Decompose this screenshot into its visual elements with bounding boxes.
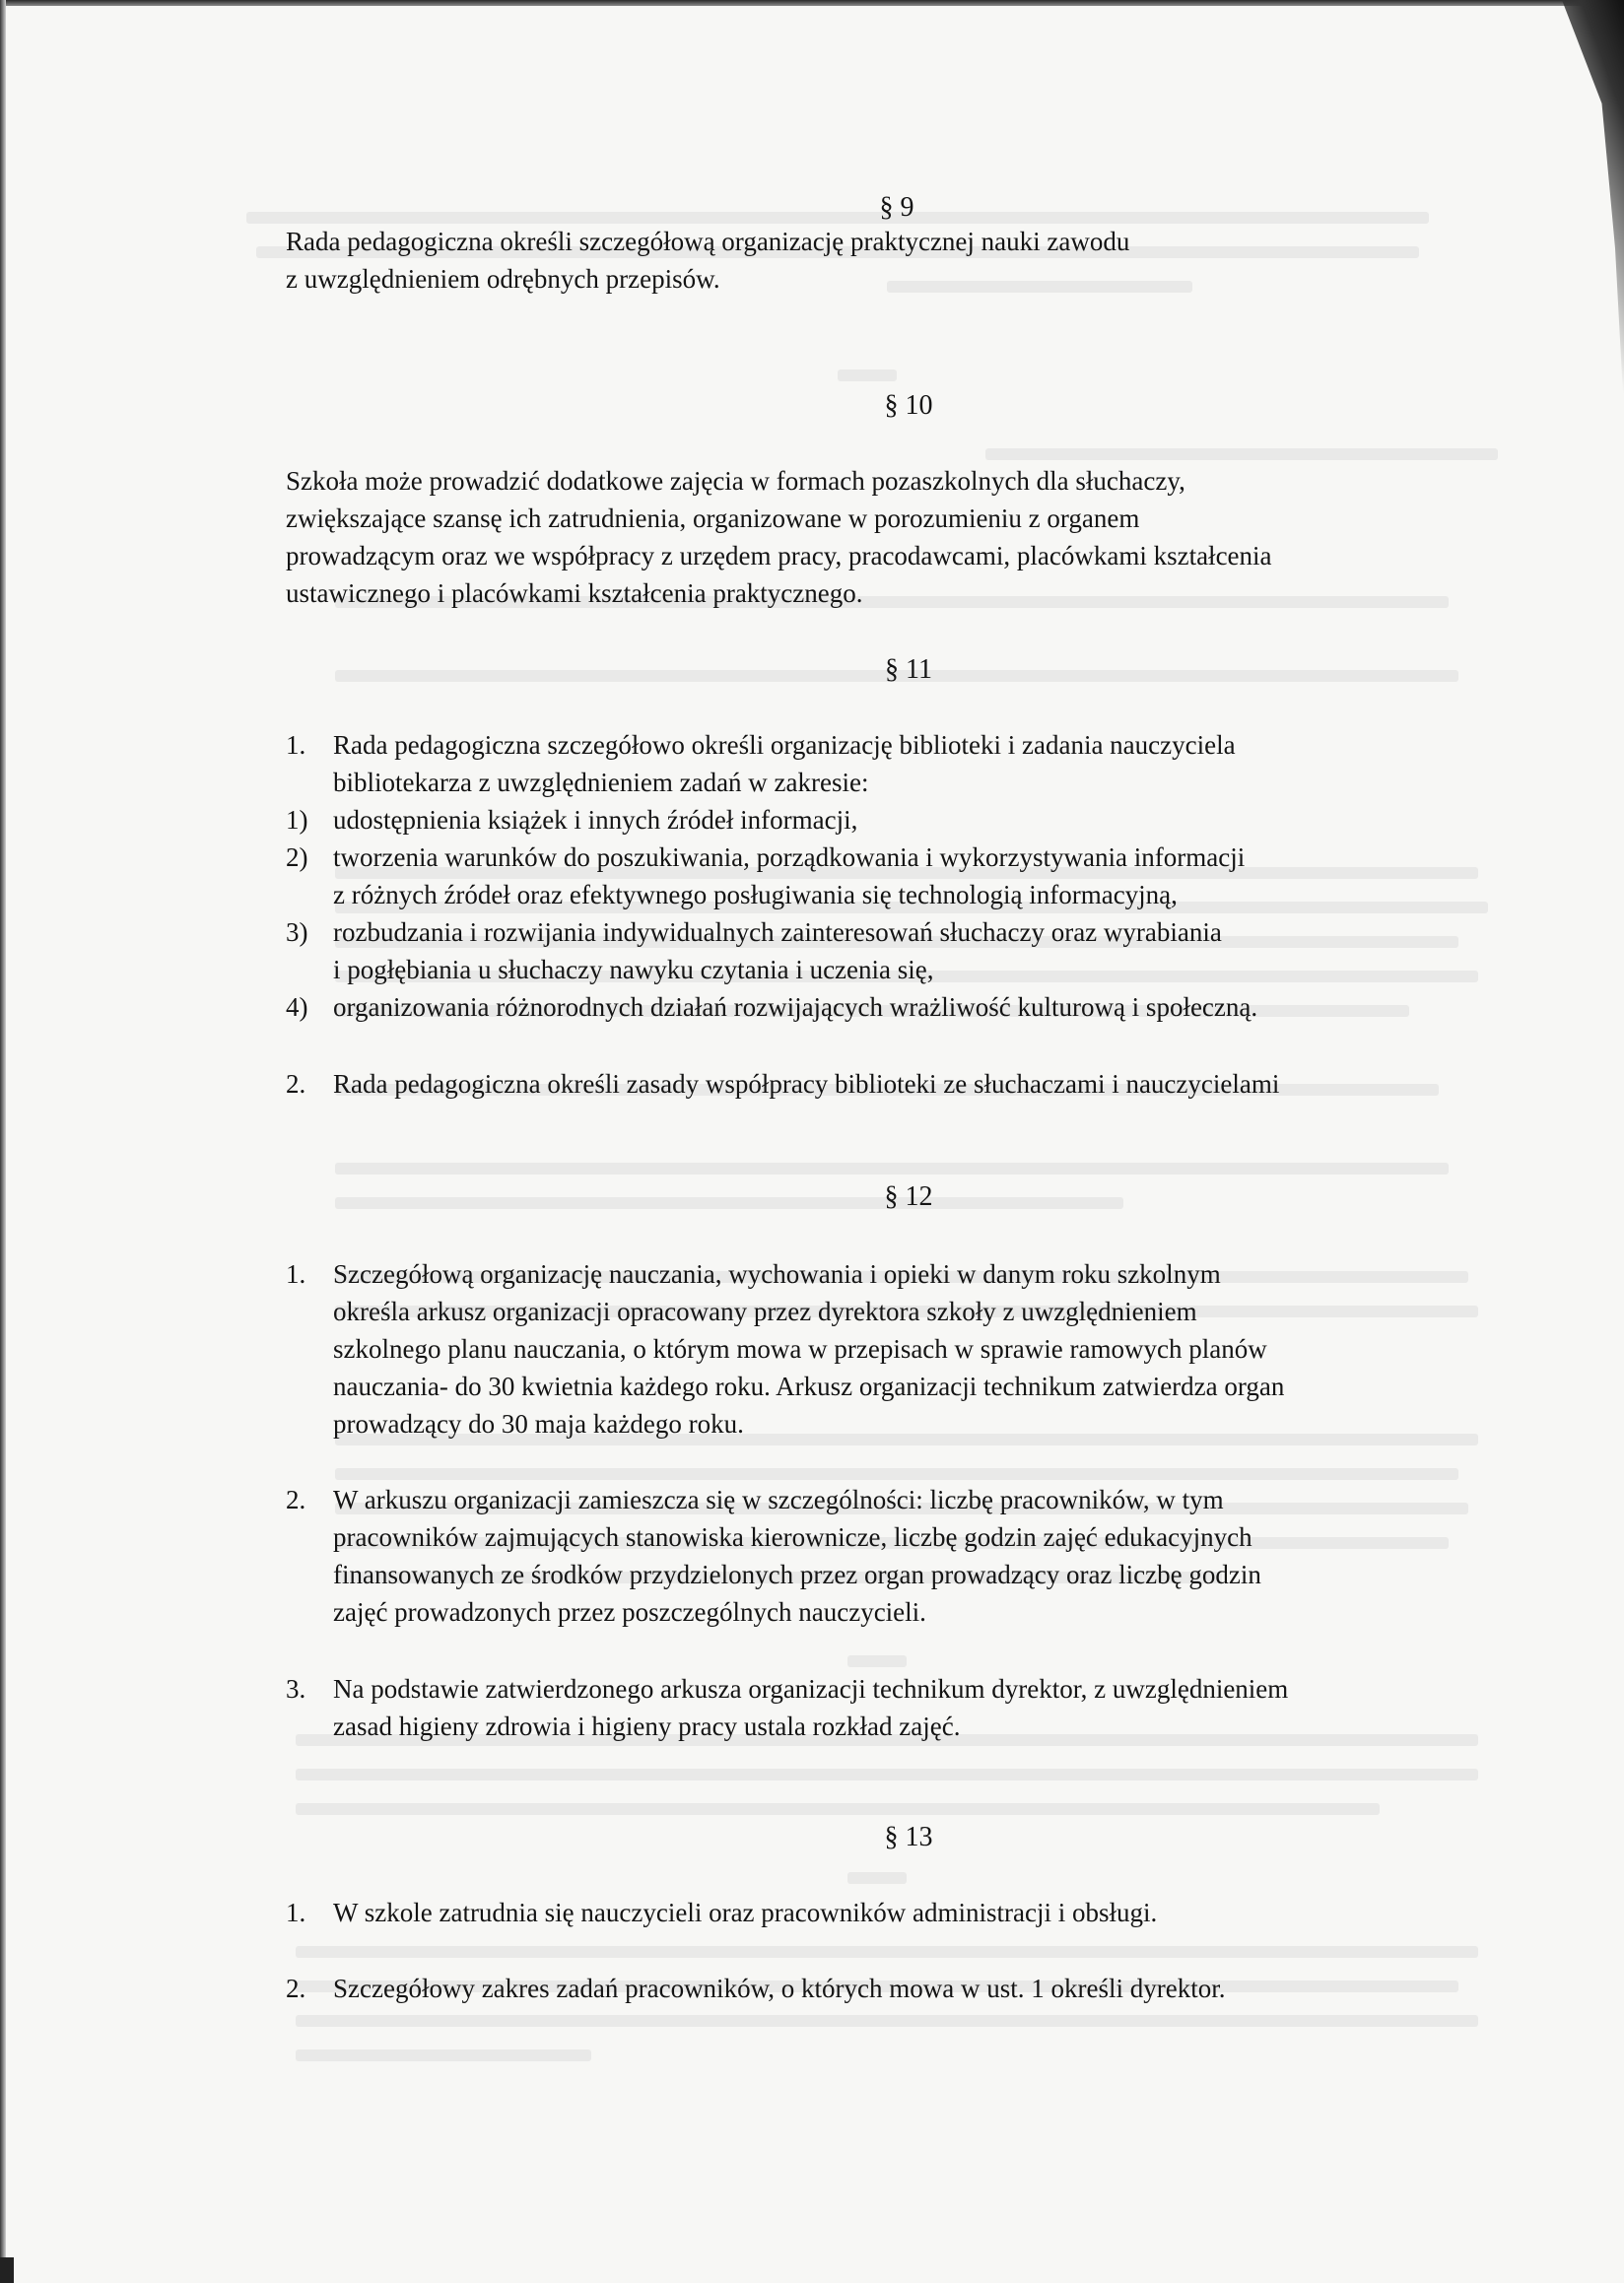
item-number: 2.: [286, 1974, 306, 2003]
text-line: Szczegółowy zakres zadań pracowników, o których mowa w ust. 1 określi dyrektor.: [333, 1974, 1226, 2003]
text-line: Rada pedagogiczna szczegółowo określi organizację biblioteki i zadania nauczyciela: [333, 730, 1236, 760]
subitem-number: 4): [286, 992, 308, 1022]
section-heading-12: § 12: [884, 1181, 933, 1212]
text-line: Rada pedagogiczna określi zasady współpracy biblioteki ze słuchaczami i nauczycielami: [333, 1069, 1280, 1099]
item-text: [333, 1970, 1545, 2007]
section-heading-10: § 10: [884, 390, 933, 421]
text-line: pracowników zajmujących stanowiska kierownicze, liczbę godzin zajęć edukacyjnych: [333, 1522, 1252, 1552]
item-number: 3.: [286, 1674, 306, 1704]
text-line: W szkole zatrudnia się nauczycieli oraz pracowników administracji i obsługi.: [333, 1898, 1158, 1927]
text-line: z uwzględnieniem odrębnych przepisów.: [286, 264, 720, 294]
text-line: nauczania- do 30 kwietnia każdego roku. Arkusz organizacji technikum zatwierdza organ: [333, 1372, 1285, 1401]
item-number: 2.: [286, 1069, 306, 1099]
subitem-text: [333, 801, 1545, 839]
text-line: tworzenia warunków do poszukiwania, porządkowania i wykorzystywania informacji: [333, 842, 1246, 872]
section-heading-9: § 9: [879, 192, 914, 223]
item-number: 1.: [286, 730, 306, 760]
text-line: organizowania różnorodnych działań rozwijających wrażliwość kulturową i społeczną.: [333, 992, 1258, 1022]
item-text: [333, 1481, 1545, 1631]
text-line: Na podstawie zatwierdzonego arkusza organizacji technikum dyrektor, z uwzględnieniem: [333, 1674, 1289, 1704]
text-line: W arkuszu organizacji zamieszcza się w szczególności: liczbę pracowników, w tym: [333, 1485, 1224, 1514]
item-text: [333, 1065, 1545, 1103]
subitem-text: [333, 988, 1545, 1026]
text-line: zwiększające szansę ich zatrudnienia, organizowane w porozumieniu z organem: [286, 504, 1140, 533]
item-number: 1.: [286, 1898, 306, 1927]
subitem-number: 3): [286, 917, 308, 947]
text-line: udostępnienia książek i innych źródeł informacji,: [333, 805, 858, 835]
text-line: finansowanych ze środków przydzielonych przez organ prowadzący oraz liczbę godzin: [333, 1560, 1261, 1589]
text-line: i pogłębiania u słuchaczy nawyku czytania i uczenia się,: [333, 955, 934, 984]
item-text: [333, 726, 1545, 801]
text-line: szkolnego planu nauczania, o którym mowa w przepisach w sprawie ramowych planów: [333, 1334, 1267, 1364]
item-number: 1.: [286, 1259, 306, 1289]
item-text: [333, 1670, 1545, 1745]
text-line: określa arkusz organizacji opracowany przez dyrektora szkoły z uwzględnieniem: [333, 1297, 1197, 1326]
item-number: 2.: [286, 1485, 306, 1514]
subitem-number: 1): [286, 805, 308, 835]
text-line: prowadzący do 30 maja każdego roku.: [333, 1409, 744, 1439]
section-heading-11: § 11: [885, 654, 932, 685]
text-line: rozbudzania i rozwijania indywidualnych zainteresowań słuchaczy oraz wyrabiania: [333, 917, 1222, 947]
text-line: ustawicznego i placówkami kształcenia praktycznego.: [286, 578, 863, 608]
text-line: z różnych źródeł oraz efektywnego posługiwania się technologią informacyjną,: [333, 880, 1178, 909]
text-line: Szkoła może prowadzić dodatkowe zajęcia w formach pozaszkolnych dla słuchaczy,: [286, 466, 1185, 496]
text-line: Szczegółową organizację nauczania, wychowania i opieki w danym roku szkolnym: [333, 1259, 1221, 1289]
item-text: [333, 1255, 1545, 1443]
text-line: Rada pedagogiczna określi szczegółową organizację praktycznej nauki zawodu: [286, 227, 1130, 256]
section-10-text: [286, 462, 1518, 612]
section-9-text: [286, 223, 1518, 298]
subitem-text: [333, 839, 1545, 913]
subitem-text: [333, 913, 1545, 988]
text-line: zasad higieny zdrowia i higieny pracy ustala rozkład zajęć.: [333, 1712, 961, 1741]
section-heading-13: § 13: [884, 1822, 933, 1852]
item-text: [333, 1894, 1545, 1931]
text-line: zajęć prowadzonych przez poszczególnych nauczycieli.: [333, 1597, 926, 1627]
text-line: prowadzącym oraz we współpracy z urzędem pracy, pracodawcami, placówkami kształcenia: [286, 541, 1272, 571]
text-line: bibliotekarza z uwzględnieniem zadań w zakresie:: [333, 768, 869, 797]
subitem-number: 2): [286, 842, 308, 872]
